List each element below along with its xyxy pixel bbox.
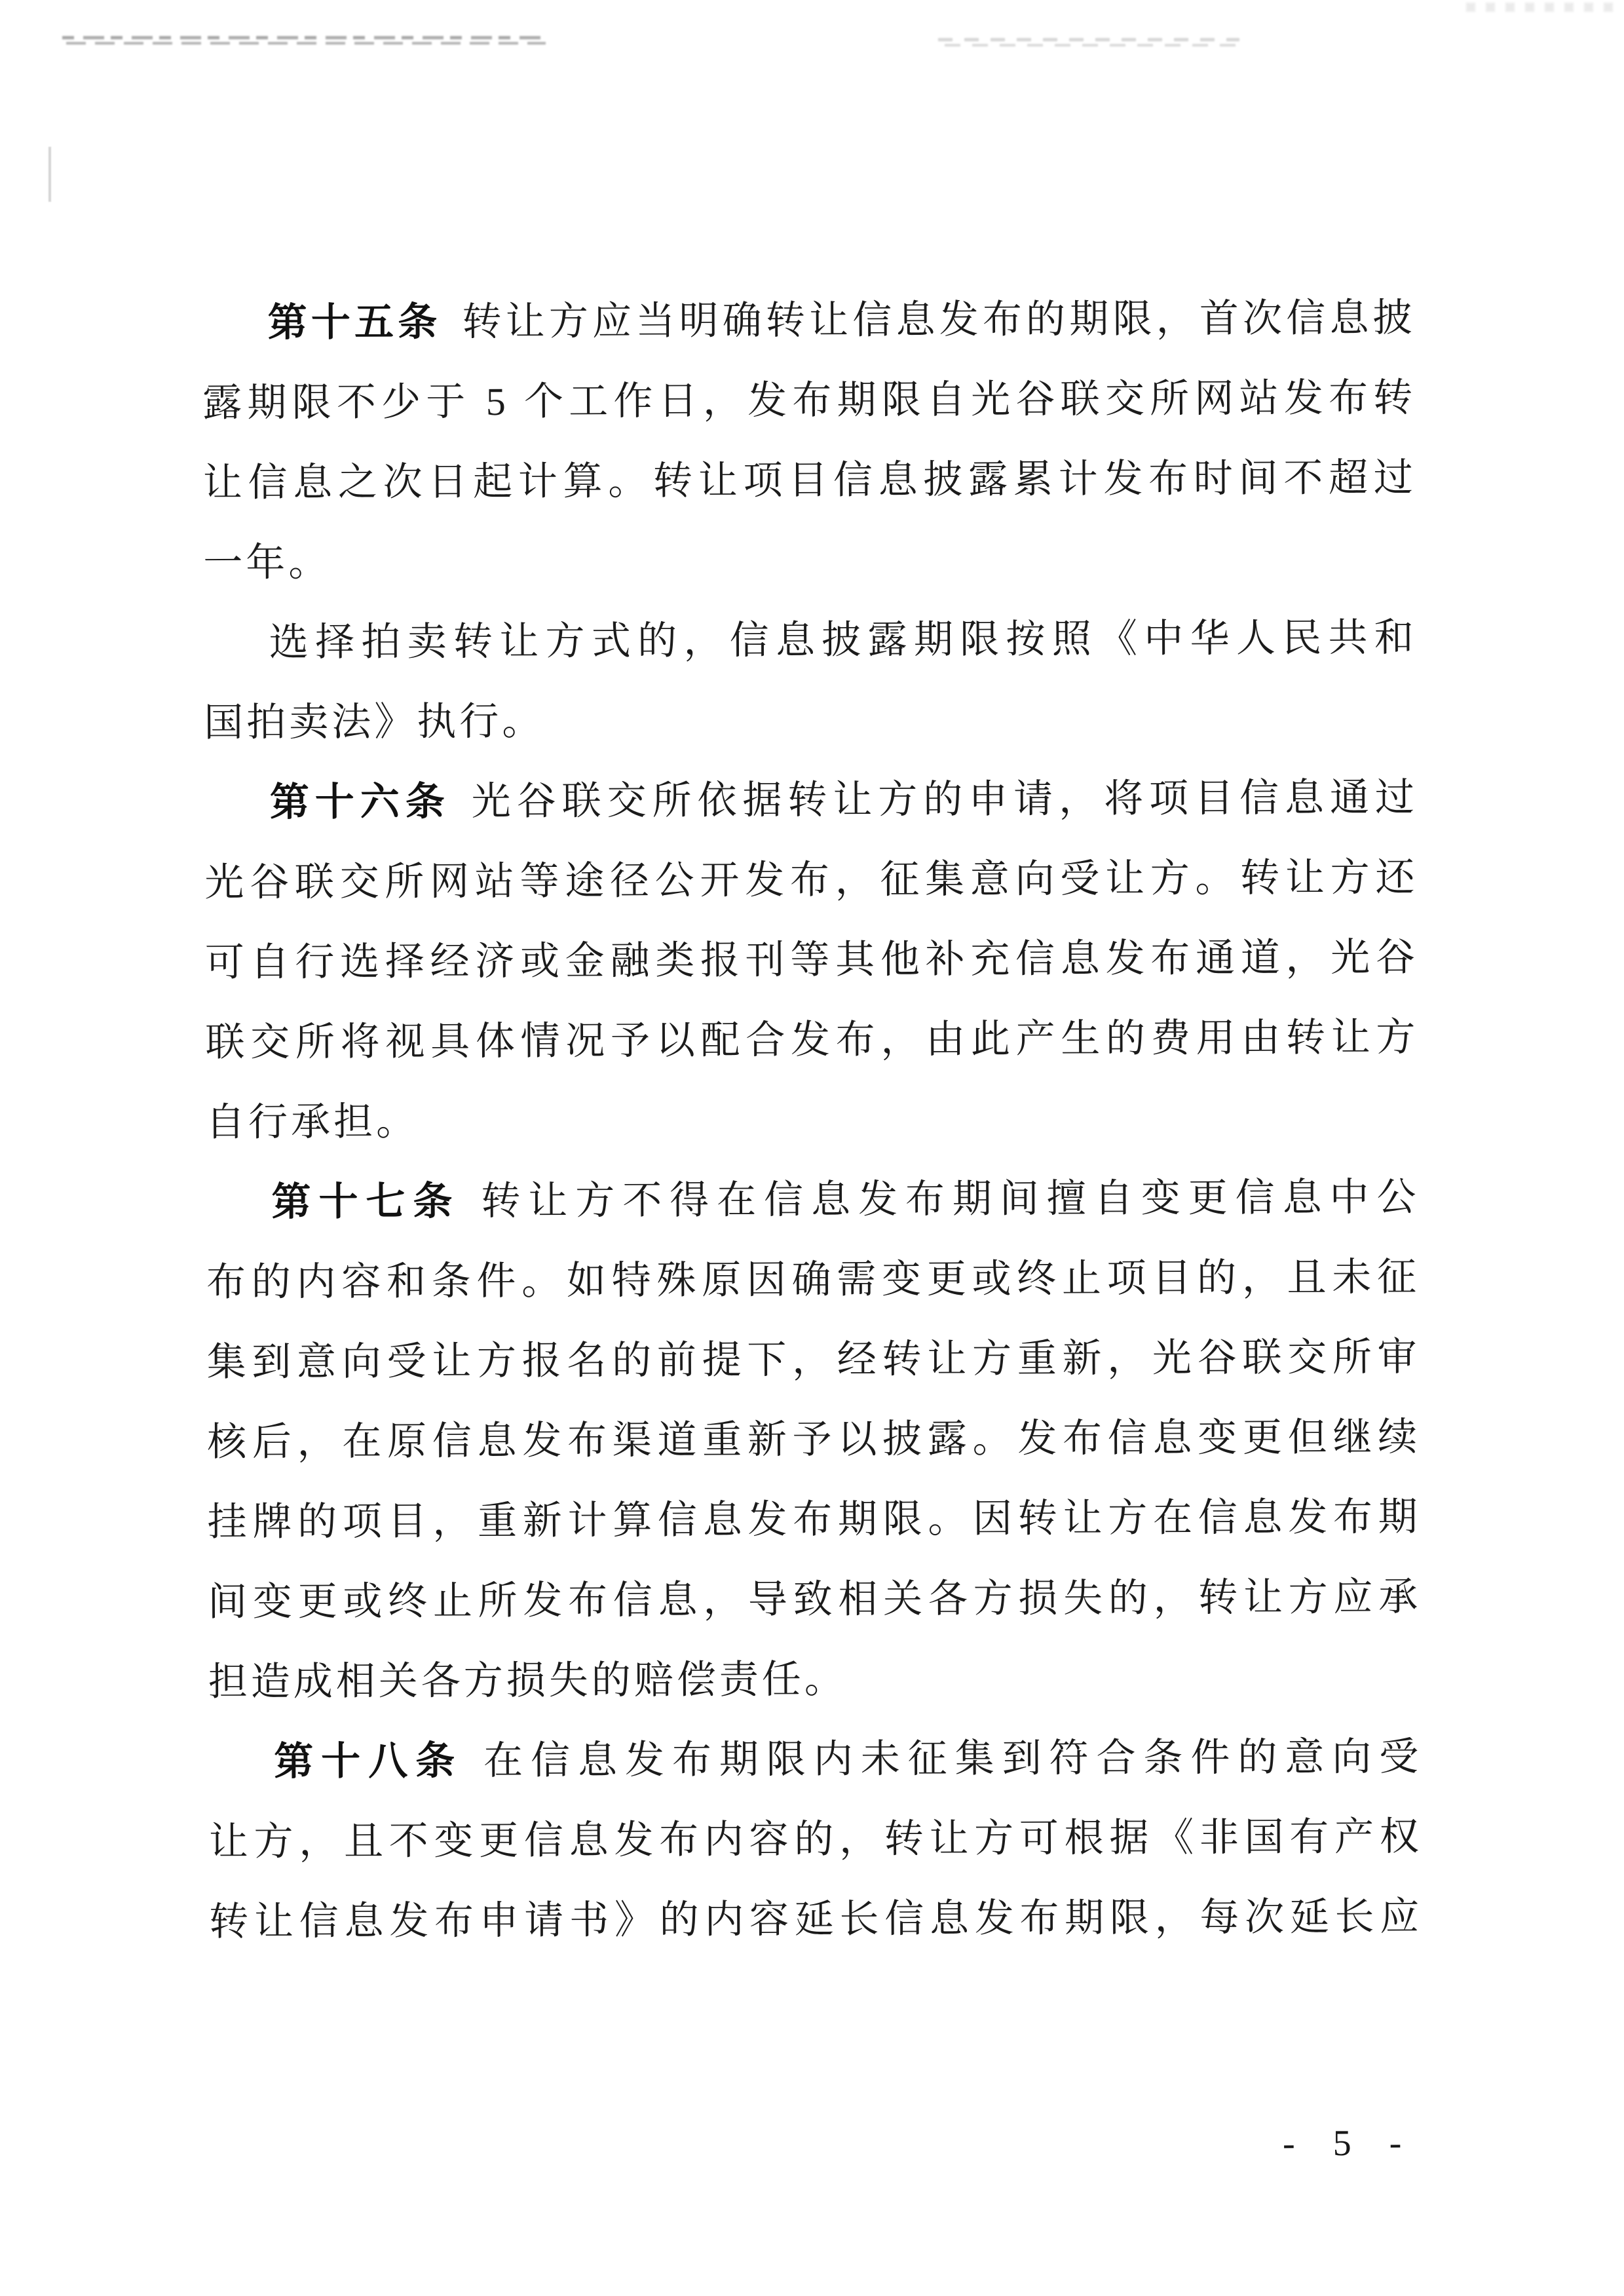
line-text: 光谷联交所网站等途径公开发布，征集意向受让方。转让方还 [204, 855, 1418, 905]
line-text: 担造成相关各方损失的赔偿责任。 [208, 1657, 847, 1704]
text-line [204, 837, 1418, 923]
line-text: 国拍卖法》执行。 [204, 699, 545, 745]
page-number: - 5 - [1282, 2122, 1416, 2164]
line-text: 露期限不少于 5 个工作日，发布期限自光谷联交所网站发布转 [202, 375, 1416, 425]
text-line [208, 1637, 1422, 1722]
line-text: 选择拍卖转让方式的，信息披露期限按照《中华人民共和 [269, 615, 1417, 664]
article-number: 第十五条 [267, 300, 442, 345]
text-line [202, 358, 1416, 443]
text-line [207, 1477, 1421, 1562]
scan-artifact-top-middle [938, 37, 1239, 48]
text-line [209, 1877, 1423, 1962]
text-line [203, 518, 1417, 603]
line-text: 转让信息发布申请书》的内容延长信息发布期限，每次延长应 [209, 1894, 1423, 1944]
line-text: 核后，在原信息发布渠道重新予以披露。发布信息变更但继续 [206, 1415, 1421, 1464]
scan-artifact-left-tick [48, 147, 51, 202]
line-text: 转让方不得在信息发布期间擅自变更信息中公 [481, 1175, 1420, 1223]
text-line [207, 1397, 1421, 1482]
line-text: 在信息发布期限内未征集到符合条件的意向受 [483, 1734, 1422, 1783]
article-number: 第十八条 [274, 1739, 463, 1784]
line-text: 自行承担。 [205, 1100, 419, 1145]
line-text: 让信息之次日起计算。转让项目信息披露累计发布时间不超过 [202, 455, 1416, 505]
line-text: 可自行选择经济或金融类报刊等其他补充信息发布通道，光谷 [204, 935, 1419, 985]
line-text: 挂牌的项目，重新计算信息发布期限。因转让方在信息发布期 [207, 1495, 1421, 1544]
text-line [202, 438, 1416, 523]
scan-artifact-top-right [1466, 3, 1618, 12]
line-text: 转让方应当明确转让信息发布的期限，首次信息披 [462, 296, 1416, 344]
article-number: 第十七条 [271, 1179, 461, 1224]
document-body [202, 278, 1422, 1962]
text-line [205, 997, 1419, 1082]
text-line [205, 917, 1419, 1003]
text-line [206, 1317, 1420, 1402]
text-line [208, 1557, 1422, 1642]
line-text: 集到意向受让方报名的前提下，经转让方重新，光谷联交所审 [206, 1335, 1420, 1385]
article-number: 第十六条 [269, 780, 451, 824]
text-line [208, 1717, 1422, 1802]
line-text: 一年。 [203, 541, 331, 585]
line-text: 光谷联交所依据转让方的申请，将项目信息通过 [471, 775, 1418, 824]
text-line [206, 1077, 1420, 1162]
text-line [206, 1157, 1420, 1242]
text-line [209, 1797, 1423, 1882]
text-line [202, 278, 1416, 363]
line-text: 布的内容和条件。如特殊原因确需变更或终止项目的，且未征 [206, 1255, 1420, 1305]
line-text: 让方，且不变更信息发布内容的，转让方可根据《非国有产权 [208, 1814, 1422, 1864]
line-text: 联交所将视具体情况予以配合发布，由此产生的费用由转让方 [205, 1015, 1419, 1065]
scan-artifact-top-left [62, 34, 546, 47]
text-line [206, 1237, 1420, 1322]
text-line [204, 678, 1418, 763]
text-line [204, 757, 1418, 843]
text-line [204, 598, 1418, 683]
line-text: 间变更或终止所发布信息，导致相关各方损失的，转让方应承 [208, 1575, 1422, 1624]
